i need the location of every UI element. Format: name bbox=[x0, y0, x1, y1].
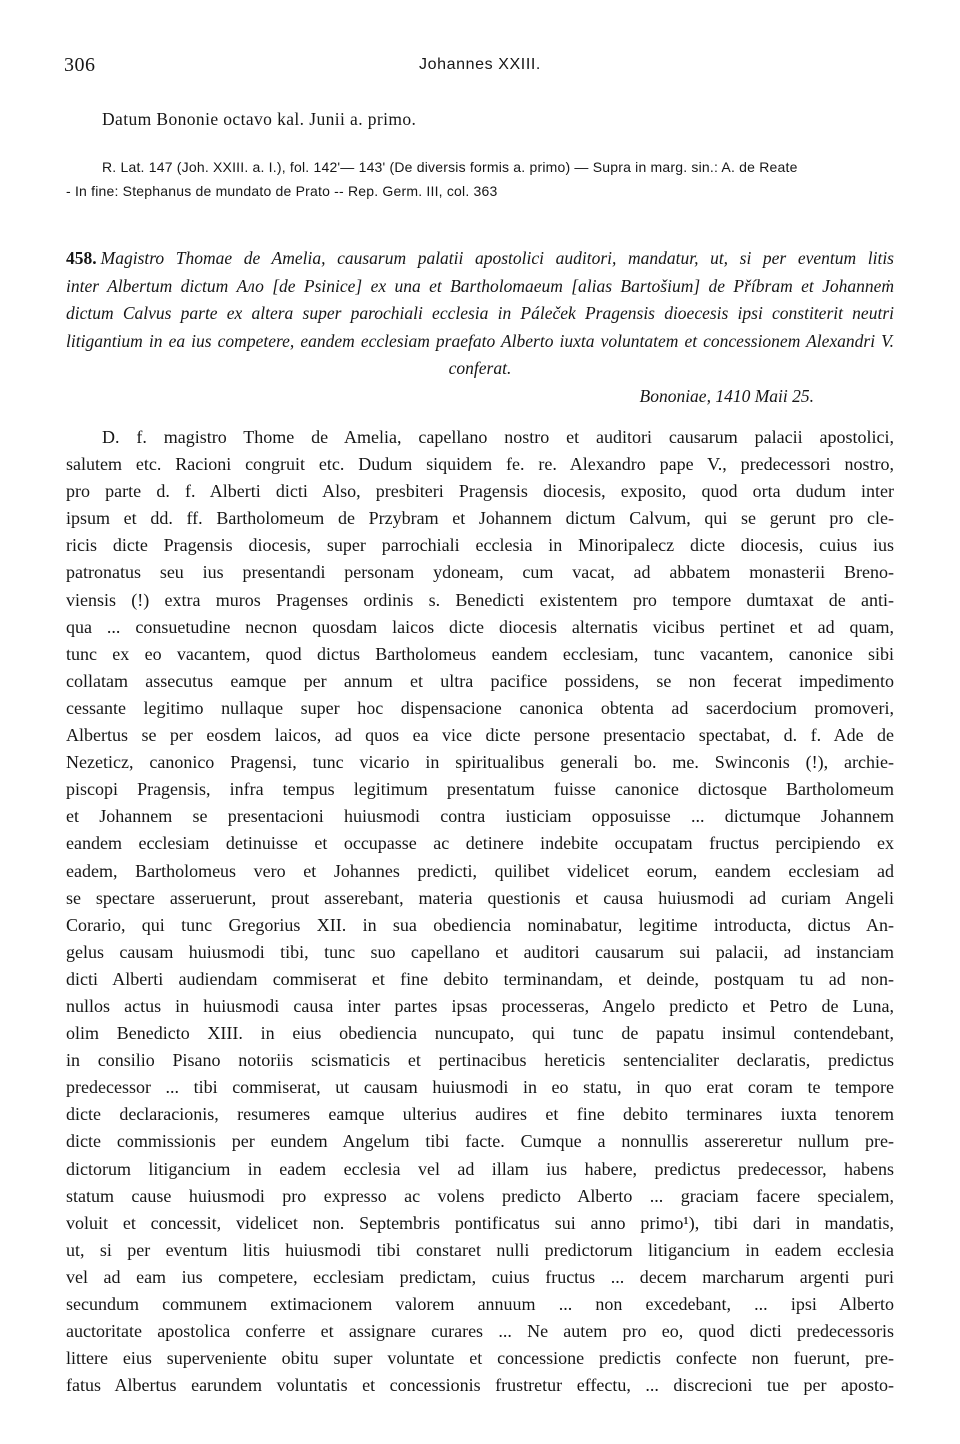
text-line: Albertus se per eosdem laicos, ad quos ea vice dicte persone presentacio spectabat, d. f. Ade de bbox=[66, 725, 894, 746]
text-line: statum cause huiusmodi pro expresso ac volens predicto Alberto ... graciam facere specialem, bbox=[66, 1185, 894, 1206]
regest-last-line: conferat. bbox=[448, 358, 512, 378]
text-line: qua ... consuetudine necnon quosdam laicos dicte diocesis alternatis vicibus pertinet et ad quam, bbox=[66, 616, 894, 637]
text-line: se spectare asseruerunt, prout asserebant, materia questionis et causa huiusmodi ad curiam Angeli bbox=[66, 887, 894, 908]
text-line: pro parte d. f. Alberti dicti Also, presbiteri Pragensis diocesis, exposito, quod orta dudum inter bbox=[66, 481, 894, 502]
text-line: secundum communem extimacionem valorem annuum ... non excedebant, ... ipsi Alberto bbox=[66, 1294, 894, 1314]
text-line: dicti Alberti audiendam commiserat et fine debito terminandam, et deinde, postquam tu ad non- bbox=[66, 968, 894, 989]
text-line: dicte commissionis per eundem Angelum tibi facte. Cumque a nonnullis assereretur nullum pre- bbox=[66, 1131, 894, 1152]
regest-line-text: Magistro Thomae de Amelia, causarum palatii apostolici auditori, mandatur, ut, si per eventum litis bbox=[100, 248, 894, 268]
text-line: gelus causam huiusmodi tibi, tunc suo capellano et auditori causarum sui palacii, ad instanciam bbox=[66, 941, 894, 962]
text-line: olim Benedicto XIII. in eius obediencia nuncupato, qui tunc de papatu insimul contendebant, bbox=[66, 1023, 894, 1044]
text-line: nullos actus in huiusmodi causa inter partes ipsas processeras, Angelo predicto et Petro de Luna, bbox=[66, 995, 894, 1016]
document-regest bbox=[66, 245, 894, 410]
regest-line: litigantium in ea ius competere, eandem ecclesiam praefato Alberto iuxta voluntatem et concessionem Alexandri V. bbox=[66, 330, 894, 351]
text-line: fatus Albertus earundem voluntatis et concessionis frustretur effectu, ... discrecioni tue per aposto- bbox=[66, 1375, 894, 1396]
text-line: vel ad eam ius competere, ecclesiam predictam, cuius fructus ... decem marcharum argenti puri bbox=[66, 1266, 894, 1287]
text-line: voluit et concessit, videlicet non. Septembris pontificatus sui anno primo¹), tibi dari in mandatis, bbox=[66, 1212, 894, 1233]
source-note-line: R. Lat. 147 (Joh. XXIII. a. I.), fol. 142'— 143' (De diversis formis a. primo) — Supra in marg. sin.: A. de Reate bbox=[102, 159, 798, 175]
source-note-line: - In fine: Stephanus de mundato de Prato -- Rep. Germ. III, col. 363 bbox=[66, 183, 498, 199]
text-line: salutem etc. Racioni congruit etc. Dudum siquidem fe. re. Alexandro pape V., predecessori nostro, bbox=[66, 454, 894, 475]
datum-line: Datum Bononie octavo kal. Junii a. primo. bbox=[102, 109, 417, 129]
text-line: ipsum et dd. ff. Bartholomeum de Przybram et Johannem dictum Calvum, qui se gerunt pro cle- bbox=[66, 508, 894, 529]
text-line: predecessor ... tibi commiserat, ut causam huiusmodi in eo statu, in quo erat coram te tempore bbox=[66, 1077, 894, 1098]
text-line: eandem ecclesiam detinuisse et occupasse ac detinere indebite occupatam fructus percipiendo ex bbox=[66, 833, 894, 854]
page-number: 306 bbox=[64, 54, 96, 76]
text-line: dicte declaracionis, resumeres eamque ulterius audires et fine debito terminares iuxta tenorem bbox=[66, 1104, 894, 1125]
text-line: cessante legitimo nullaque super hoc dispensacione canonica obtenta ad sacerdocium promoveri, bbox=[66, 697, 894, 718]
date-place: Bononiae, 1410 Maii 25. bbox=[639, 385, 814, 406]
text-line: dictorum litigancium in eadem ecclesia vel ad illam ius habere, predictus predecessor, habens bbox=[66, 1158, 894, 1179]
text-line: tunc ex eo vacantem, quod dictus Bartholomeus eandem ecclesiam, tunc vacantem, canonice sibi bbox=[66, 643, 894, 664]
text-line: et Johannem se presentacioni huiusmodi contra iusticiam opposuisse ... dictumque Johannem bbox=[66, 806, 894, 827]
document-number: 458. bbox=[66, 248, 97, 268]
text-line: D. f. magistro Thome de Amelia, capellano nostro et auditori causarum palacii apostolici, bbox=[102, 427, 894, 447]
regest-line: dictum Calvus parte ex altera super parochiali ecclesia in Páleček Pragensis dioecesis ipsi constiterit neutri bbox=[66, 303, 894, 323]
text-line: patronatus seu ius presentandi personam ydoneam, cum vacat, ad abbatem monasterii Breno- bbox=[66, 562, 894, 583]
text-line: ut, si per eventum litis huiusmodi tibi constaret nulli predictorum litigancium in eadem ecclesia bbox=[66, 1239, 894, 1260]
text-line: ricis dicte Pragensis diocesis, super parrochiali ecclesia in Minoripalecz dicte diocesis, cuius ius bbox=[66, 535, 894, 556]
document-text bbox=[66, 424, 894, 1399]
text-line: collatam assecutus eamque per annum et ultra pacifice possidens, se non fecerat impedimento bbox=[66, 670, 894, 691]
text-line: Nezeticz, canonico Pragensi, tunc vicario in spiritualibus generali bo. me. Swinconis (!), archie- bbox=[66, 752, 894, 773]
text-line: viensis (!) extra muros Pragenses ordinis s. Benedicti existentem pro tempore dumtaxat de anti- bbox=[66, 589, 894, 610]
text-line: eadem, Bartholomeus vero et Johannes predicti, quilibet videlicet eorum, eandem ecclesiam ad bbox=[66, 860, 894, 881]
text-line: in consilio Pisano notoriis scismaticis et pertinacibus hereticis sentencialiter declaratis, predictus bbox=[66, 1050, 894, 1071]
text-line: littere eius superveniente obitu super voluntate et concessione predictis confecte non fuerunt, pre- bbox=[66, 1348, 894, 1369]
text-line: Corario, qui tunc Gregorius XII. in sua obediencia nominabatur, legitime introducta, dictus An- bbox=[66, 914, 894, 935]
source-note bbox=[66, 155, 896, 203]
regest-line: inter Albertum dictum Ало [de Psinice] ex una et Bartholomaeum [alias Bartošium] de Příbram et Johanneṁ bbox=[66, 275, 894, 296]
running-title: Johannes XXIII. bbox=[419, 56, 541, 73]
text-line: piscopi Pragensis, infra tempus legitimum presentatum fuisse canonice dictosque Bartholomeum bbox=[66, 779, 894, 800]
regest-line bbox=[66, 245, 894, 273]
text-line: auctoritate apostolica conferre et assignare curares ... Ne autem pro eo, quod dicti predecessoris bbox=[66, 1321, 894, 1342]
